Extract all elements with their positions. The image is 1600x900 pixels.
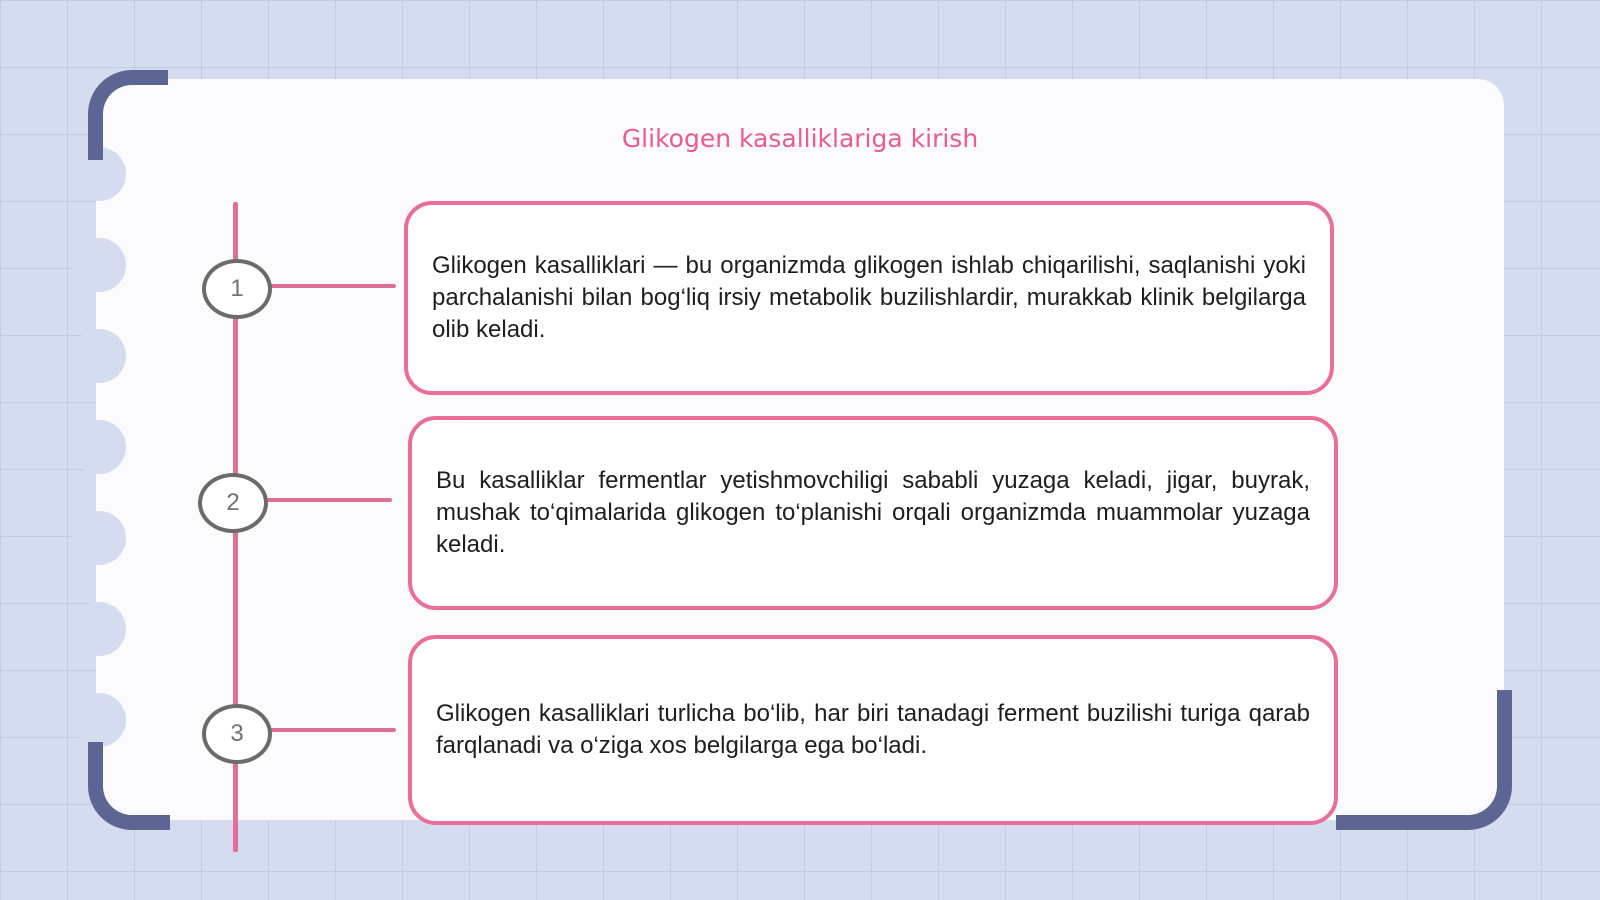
page-edge-notch [72,511,126,565]
step-text: Glikogen kasalliklari — bu organizmda glikogen ishlab chiqarilishi, saqlanishi yoki parchalanishi bilan bog‘liq irsiy metabolik buzilishlardir, murakkab klinik belgilarga olib keladi. [432,252,1306,343]
step-text: Glikogen kasalliklari turlicha bo‘lib, har biri tanadagi ferment buzilishi turiga qarab farqlanadi va o‘ziga xos belgilarga ega bo‘ladi. [436,700,1310,759]
page-edge-notch [72,329,126,383]
step-connector [266,728,396,732]
step-connector [262,498,392,502]
step-marker-1 [202,259,272,319]
step-number: 1 [230,275,244,302]
step-box-2 [408,416,1338,610]
step-marker-3 [202,704,272,764]
step-marker-2 [198,473,268,533]
page-edge-notch [72,238,126,292]
page-edge-notch [72,602,126,656]
step-text: Bu kasalliklar fermentlar yetishmovchiligi sababli yuzaga keladi, jigar, buyrak, mushak to‘qimalarida glikogen to‘planishi orqali organizmda muammolar yuzaga keladi. [436,467,1310,558]
step-connector [266,284,396,288]
frame-corner-bottom-left [88,742,170,830]
frame-corner-bottom-right [1336,690,1512,830]
step-number: 3 [230,720,244,747]
page-edge-notch [72,693,126,747]
step-box-1 [404,201,1334,395]
step-number: 2 [226,489,240,516]
step-box-3 [408,635,1338,825]
page-edge-notch [72,420,126,474]
slide-title: Glikogen kasalliklariga kirish [621,124,979,153]
